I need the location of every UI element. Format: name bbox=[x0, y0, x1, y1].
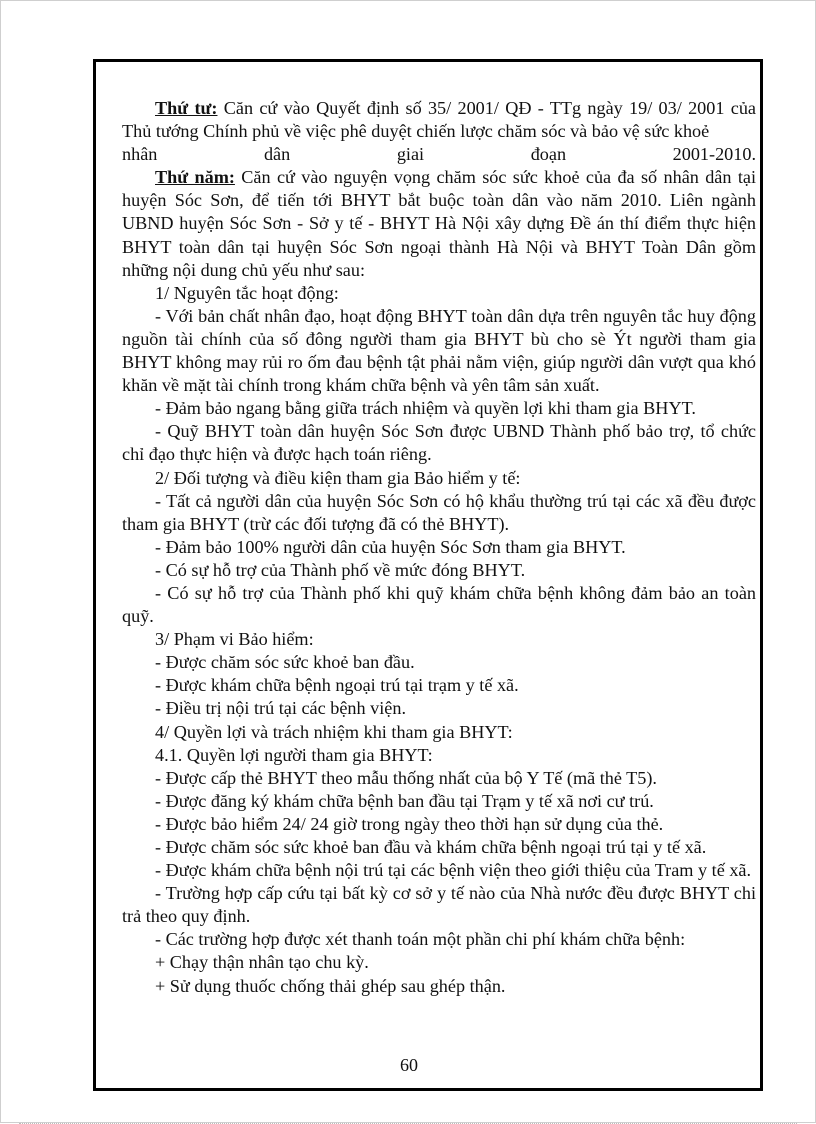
section-heading: 2/ Đối tượng và điều kiện tham gia Bảo hiểm y tế: bbox=[155, 467, 521, 488]
paragraph: - Có sự hỗ trợ của Thành phố về mức đóng BHYT. bbox=[155, 559, 526, 580]
paragraph-thu-tu: Thứ tư: Căn cứ vào Quyết định số 35/ 2001/ QĐ - TTg ngày 19/ 03/ 2001 của Thủ tướng Chính phủ về việc phê duyệt chiến lược chăm sóc và bảo vệ sức khoẻ bbox=[122, 98, 756, 142]
paragraph: - Có sự hỗ trợ của Thành phố khi quỹ khám chữa bệnh không đảm bảo an toàn quỹ. bbox=[122, 582, 756, 627]
paragraph: - Được cấp thẻ BHYT theo mẫu thống nhất của bộ Y Tế (mã thẻ T5). bbox=[155, 767, 657, 788]
paragraph: + Chạy thận nhân tạo chu kỳ. bbox=[155, 952, 369, 973]
body-text bbox=[122, 97, 756, 998]
page-number: 60 bbox=[400, 1055, 418, 1075]
paragraph: - Được khám chữa bệnh nội trú tại các bệnh viện theo giới thiệu của Tram y tế xã. bbox=[155, 860, 752, 881]
paragraph: - Đảm bảo 100% người dân của huyện Sóc Sơn tham gia BHYT. bbox=[155, 536, 626, 557]
paragraph: - Được bảo hiểm 24/ 24 giờ trong ngày theo thời hạn sử dụng của thẻ. bbox=[155, 813, 664, 834]
paragraph: - Các trường hợp được xét thanh toán một phần chi phí khám chữa bệnh: bbox=[155, 929, 686, 950]
paragraph: - Được chăm sóc sức khoẻ ban đầu. bbox=[155, 652, 415, 673]
section-heading: 1/ Nguyên tắc hoạt động: bbox=[155, 282, 339, 303]
paragraph: - Được khám chữa bệnh ngoại trú tại trạm y tế xã. bbox=[155, 675, 519, 696]
paragraph-thu-nam: Thứ năm: Căn cứ vào nguyện vọng chăm sóc sức khoẻ của đa số nhân dân tại huyện Sóc Sơn, để tiến tới BHYT bắt buộc toàn dân vào năm 2010. Liên ngành UBND huyện Sóc Sơn - Sở y tế - BHYT Hà Nội xây dựng Đề án thí điểm thực hiện BHYT toàn dân tại huyện Sóc Sơn ngoại thành Hà Nội và BHYT Toàn Dân gồm những nội dung chủ yếu như sau: bbox=[122, 167, 757, 280]
paragraph: - Được đăng ký khám chữa bệnh ban đầu tại Trạm y tế xã nơi cư trú. bbox=[155, 790, 654, 811]
paragraph: - Điều trị nội trú tại các bệnh viện. bbox=[155, 698, 407, 719]
section-heading: 3/ Phạm vi Bảo hiểm: bbox=[155, 629, 314, 650]
paragraph: - Tất cả người dân của huyện Sóc Sơn có hộ khẩu thường trú tại các xã đều được tham gia BHYT (trừ các đối tượng đã có thẻ BHYT). bbox=[122, 490, 756, 534]
paragraph-thu-tu-last-line: nhân dân giai đoạn 2001-2010. bbox=[122, 144, 756, 165]
paragraph: + Sử dụng thuốc chống thải ghép sau ghép thận. bbox=[155, 975, 506, 996]
paragraph: - Quỹ BHYT toàn dân huyện Sóc Sơn được UBND Thành phố bảo trợ, tổ chức chỉ đạo thực hiện và được hạch toán riêng. bbox=[122, 421, 756, 465]
section-heading: 4/ Quyền lợi và trách nhiệm khi tham gia BHYT: bbox=[155, 721, 513, 742]
paragraph: - Trường hợp cấp cứu tại bất kỳ cơ sở y tế nào của Nhà nước đều được BHYT chi trả theo quy định. bbox=[122, 883, 756, 927]
paragraph: - Được chăm sóc sức khoẻ ban đầu và khám chữa bệnh ngoại trú tại y tế xã. bbox=[155, 837, 707, 857]
sub-heading: 4.1. Quyền lợi người tham gia BHYT: bbox=[155, 744, 433, 765]
paragraph: - Đảm bảo ngang bằng giữa trách nhiệm và quyền lợi khi tham gia BHYT. bbox=[155, 398, 696, 419]
paragraph: - Với bản chất nhân đạo, hoạt động BHYT toàn dân dựa trên nguyên tắc huy động nguồn tài chính của số đông người tham gia BHYT bù cho sè Ýt người tham gia BHYT không may rủi ro ốm đau bệnh tật phải nằm viện, giúp người dân vượt qua khó khăn về mặt tài chính trong khám chữa bệnh và yên tâm sản xuất. bbox=[122, 305, 756, 396]
